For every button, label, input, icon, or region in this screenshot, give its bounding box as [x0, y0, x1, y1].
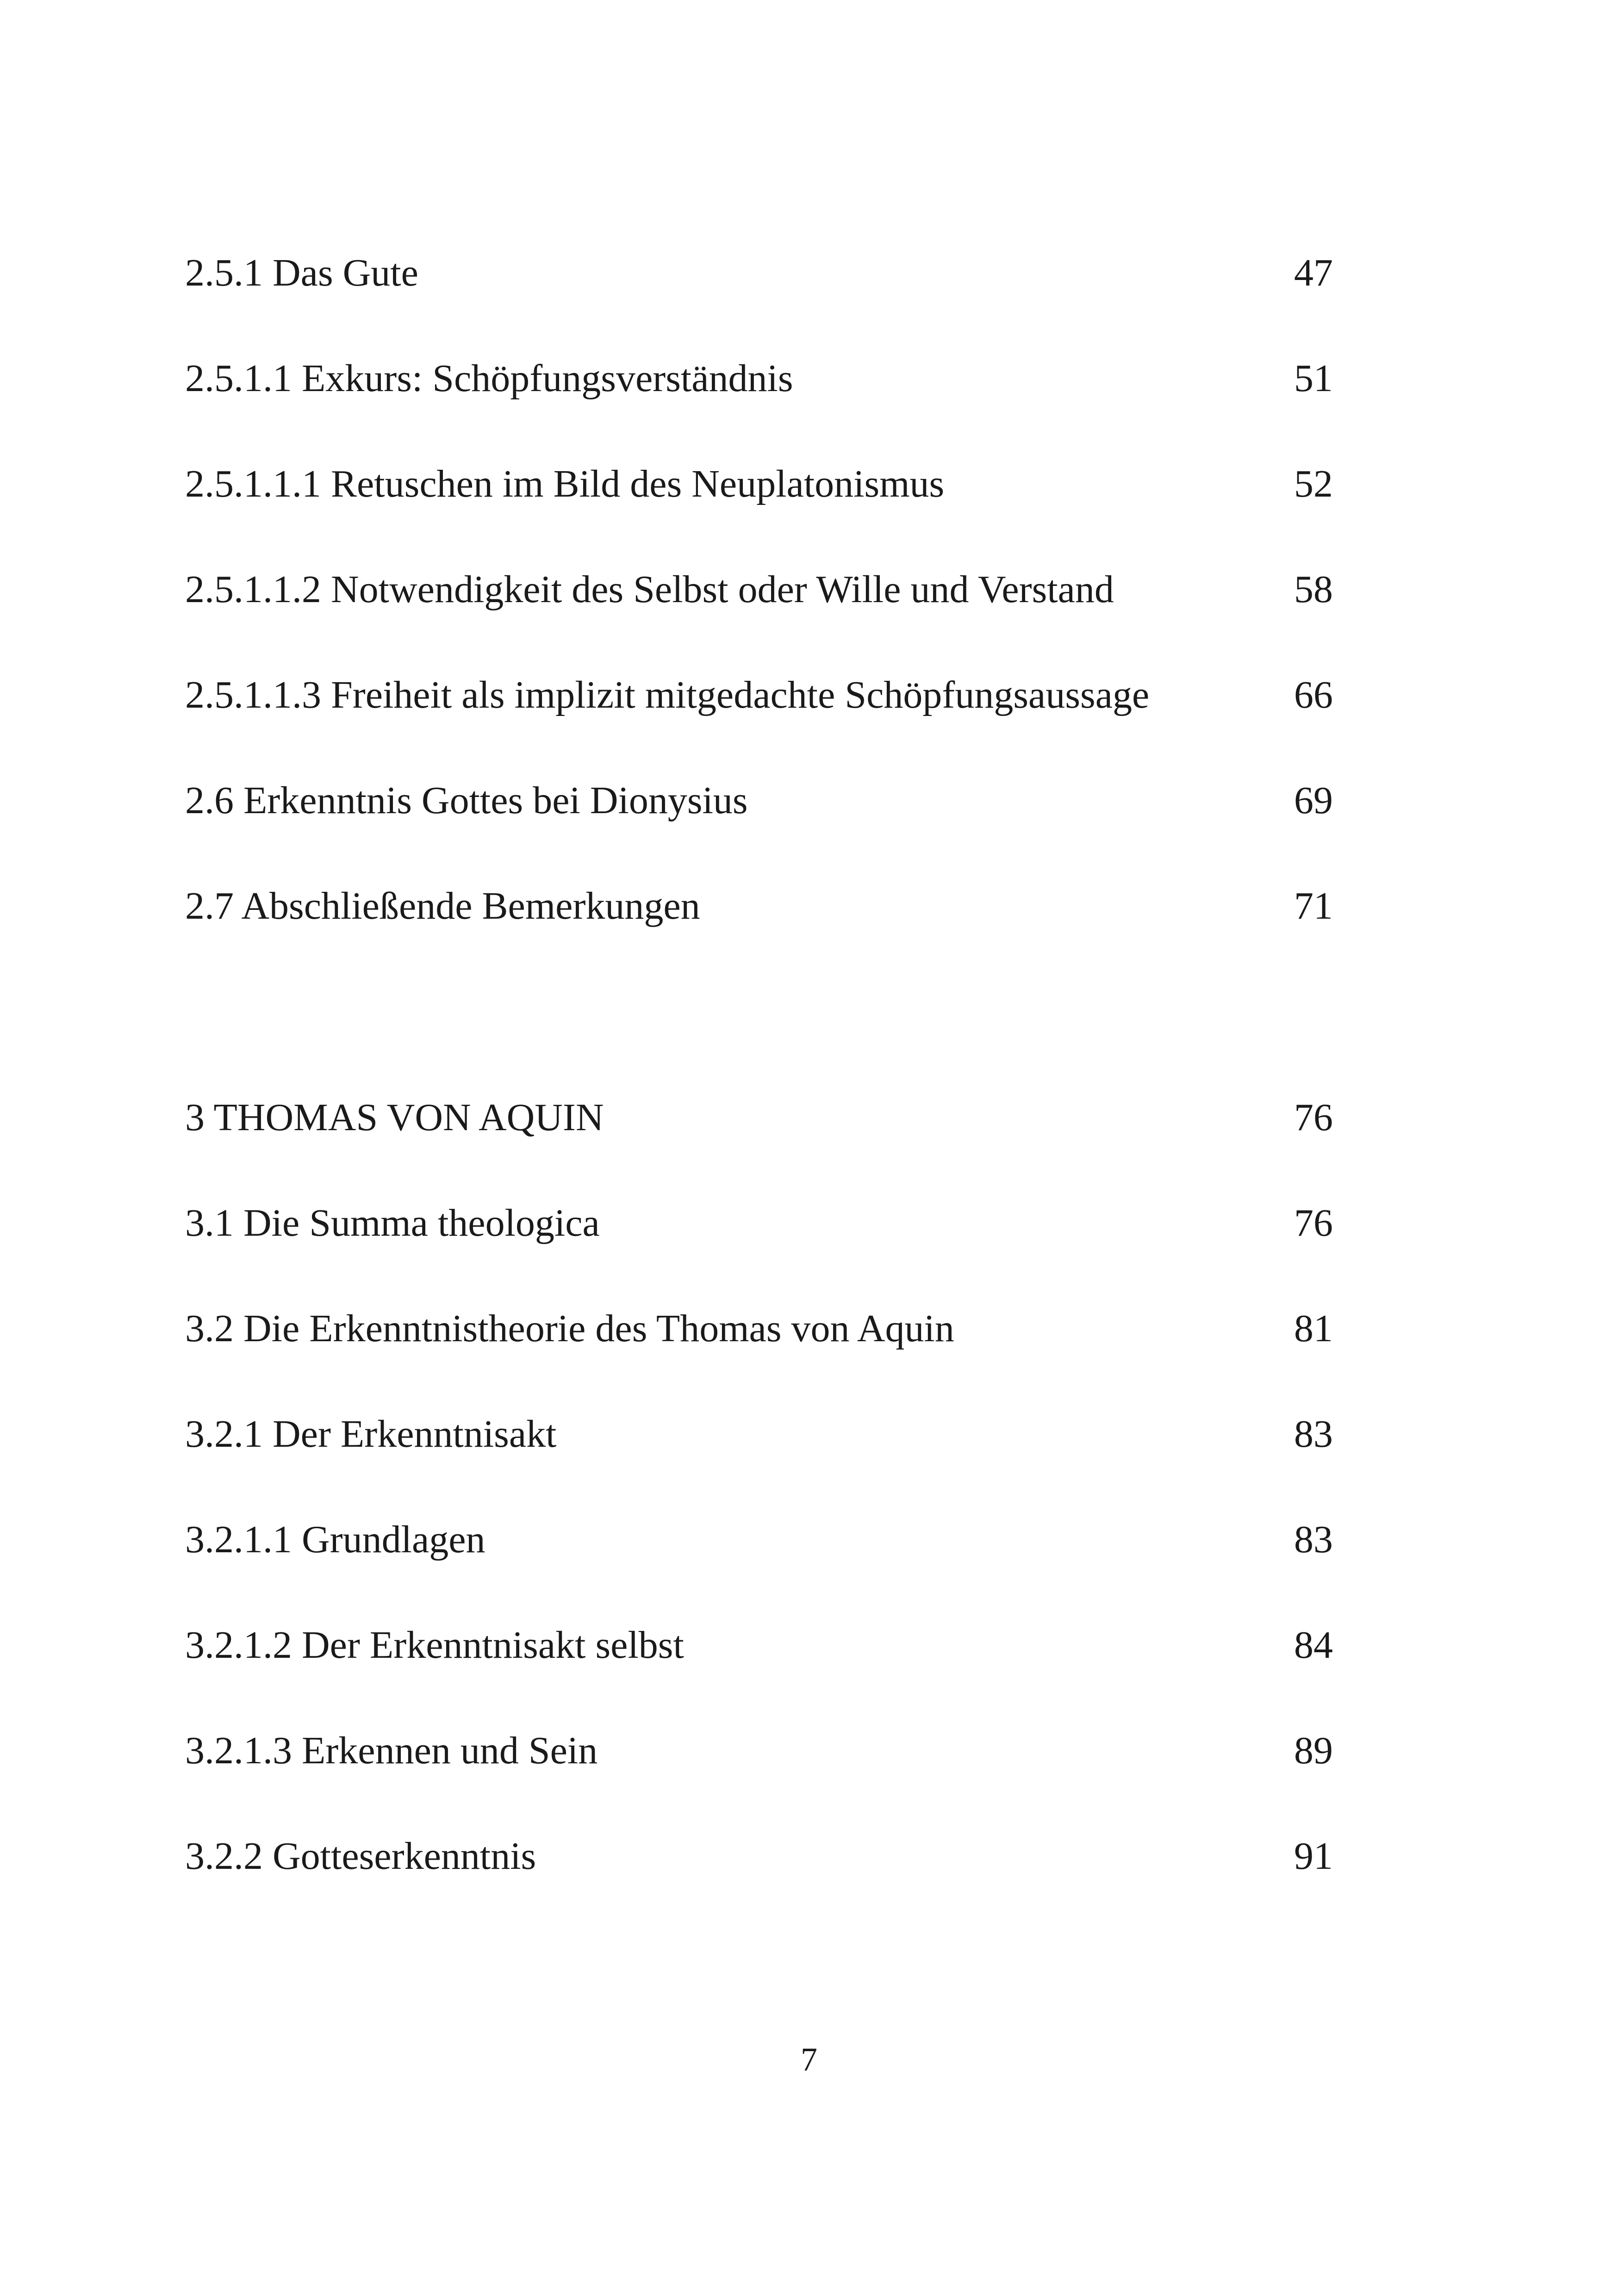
- toc-entry-page: 76: [1294, 1096, 1333, 1139]
- toc-entry-title: 2.5.1.1.3 Freiheit als implizit mitgedachte Schöpfungsaussage: [185, 673, 1150, 716]
- toc-entry: [185, 1402, 1333, 1467]
- toc-entry-title: 2.5.1 Das Gute: [185, 251, 418, 294]
- toc-entry: [185, 768, 1333, 833]
- toc-entry-title: 3.2.1.3 Erkennen und Sein: [185, 1729, 598, 1772]
- toc-chapter-entry: [185, 1085, 1333, 1150]
- toc-entry: [185, 1507, 1333, 1572]
- page-number: 7: [801, 2041, 817, 2078]
- toc-entry-title: 2.5.1.1.2 Notwendigkeit des Selbst oder Wille und Verstand: [185, 568, 1114, 611]
- toc-entry-title: 2.5.1.1.1 Retuschen im Bild des Neuplatonismus: [185, 462, 945, 505]
- toc-entry: [185, 346, 1333, 411]
- toc-entry-page: 83: [1294, 1412, 1333, 1456]
- toc-entry-page: 66: [1294, 673, 1333, 716]
- toc-entry-page: 84: [1294, 1624, 1333, 1667]
- toc-entry-page: 81: [1294, 1307, 1333, 1350]
- toc-entry: [185, 1191, 1333, 1256]
- toc-entry-title: 2.6 Erkenntnis Gottes bei Dionysius: [185, 779, 748, 822]
- toc-entry-page: 76: [1294, 1201, 1333, 1244]
- toc-entry: [185, 241, 1333, 305]
- toc-entry: [185, 557, 1333, 622]
- toc-entry: [185, 1296, 1333, 1361]
- toc-entry-page: 58: [1294, 568, 1333, 611]
- toc-entry-page: 83: [1294, 1518, 1333, 1561]
- toc-entry: [185, 1613, 1333, 1678]
- toc-entry-title: 3.2.1.2 Der Erkenntnisakt selbst: [185, 1624, 684, 1667]
- toc-entry-title: 3.2.1 Der Erkenntnisakt: [185, 1412, 557, 1456]
- toc-entry-page: 51: [1294, 357, 1333, 400]
- toc-entry: [185, 874, 1333, 939]
- toc-entry-page: 52: [1294, 462, 1333, 505]
- toc-entry-title: 3.1 Die Summa theologica: [185, 1201, 600, 1244]
- toc-entry-title: 3 THOMAS VON AQUIN: [185, 1096, 604, 1139]
- toc-entry: [185, 663, 1333, 728]
- toc-entry: [185, 452, 1333, 516]
- toc-entry-page: 91: [1294, 1835, 1333, 1878]
- toc-entry-title: 2.7 Abschließende Bemerkungen: [185, 884, 700, 927]
- toc-entry: [185, 1718, 1333, 1783]
- toc-entry: [185, 1824, 1333, 1889]
- toc-entry-page: 69: [1294, 779, 1333, 822]
- toc-entry-title: 3.2 Die Erkenntnistheorie des Thomas von Aquin: [185, 1307, 954, 1350]
- toc-entry-title: 3.2.1.1 Grundlagen: [185, 1518, 485, 1561]
- toc-entry-title: 2.5.1.1 Exkurs: Schöpfungsverständnis: [185, 357, 793, 400]
- toc-entry-page: 71: [1294, 884, 1333, 927]
- toc-entry-page: 47: [1294, 251, 1333, 294]
- toc-entry-title: 3.2.2 Gotteserkenntnis: [185, 1835, 536, 1878]
- toc-entry-page: 89: [1294, 1729, 1333, 1772]
